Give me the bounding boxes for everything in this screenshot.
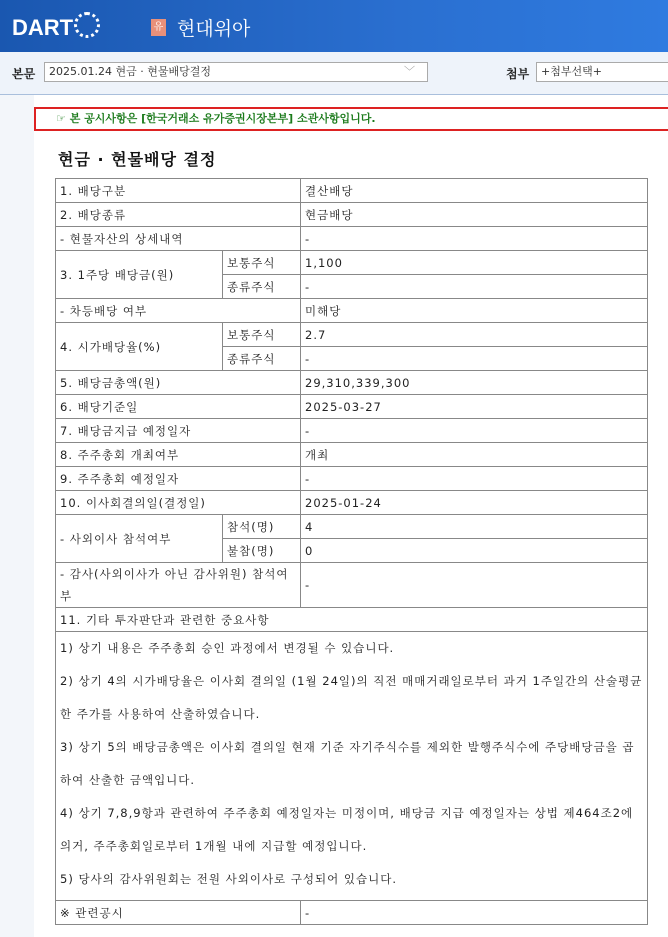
table-row (56, 467, 648, 491)
logo-emblem-icon (74, 12, 100, 38)
chevron-down-icon: ﹀ (404, 65, 415, 78)
table-row (56, 515, 648, 539)
note-item: 5) 당사의 감사위원회는 전원 사외이사로 구성되어 있습니다. (60, 872, 398, 886)
page-title: 현금 · 현물배당 결정 (58, 150, 217, 169)
row-value: - (301, 227, 648, 251)
sub-label: 참석(명) (223, 515, 301, 539)
body-select-value: 2025.01.24 현금 · 현물배당결정 (49, 65, 211, 78)
note-item: 3) 상기 5의 배당금총액은 이사회 결의일 현재 기준 자기주식수를 제외한 발행주식수에 주당배당금을 곱하여 산출한 금액입니다. (60, 740, 635, 787)
table-row (56, 371, 648, 395)
table-row (56, 323, 648, 347)
table-row (56, 203, 648, 227)
row-value: - (301, 275, 648, 299)
body-label: 본문 (12, 67, 36, 81)
attach-label: 첨부 (506, 67, 530, 81)
market-badge: 유 (151, 19, 166, 36)
table-row (56, 443, 648, 467)
attach-select[interactable]: +첨부선택+ (536, 62, 668, 82)
row-label: ※ 관련공시 (56, 901, 301, 925)
table-row (56, 632, 648, 901)
left-gutter (0, 95, 34, 937)
sub-label: 불참(명) (223, 539, 301, 563)
row-value: - (301, 419, 648, 443)
row-label: - 차등배당 여부 (56, 299, 301, 323)
row-label: 4. 시가배당율(%) (56, 323, 223, 371)
row-label: 2. 배당종류 (56, 203, 301, 227)
table-row (56, 608, 648, 632)
row-label: 7. 배당금지급 예정일자 (56, 419, 301, 443)
row-value: 1,100 (301, 251, 648, 275)
section-label: 11. 기타 투자판단과 관련한 중요사항 (56, 608, 648, 632)
note-item: 4) 상기 7,8,9항과 관련하여 주주총회 예정일자는 미정이며, 배당금 지급 예정일자는 상법 제464조2에 의거, 주주총회일로부터 1개월 내에 지급할 예정입니다. (60, 806, 634, 853)
table-row (56, 299, 648, 323)
row-label: - 사외이사 참석여부 (56, 515, 223, 563)
note-item: 1) 상기 내용은 주주총회 승인 과정에서 변경될 수 있습니다. (60, 641, 395, 655)
note-item: 2) 상기 4의 시가배당율은 이사회 결의일 (1월 24일)의 직전 매매거래일로부터 과거 1주일간의 산술평균한 주가를 사용하여 산출하였습니다. (60, 674, 643, 721)
table-row (56, 395, 648, 419)
row-label: 5. 배당금총액(원) (56, 371, 301, 395)
table-row (56, 563, 648, 608)
table-row (56, 901, 648, 925)
row-value: 4 (301, 515, 648, 539)
row-value: 미해당 (301, 299, 648, 323)
notes-cell (56, 632, 648, 901)
dart-logo[interactable] (12, 12, 100, 41)
row-value: 2025-01-24 (301, 491, 648, 515)
header (0, 0, 668, 52)
table-row (56, 491, 648, 515)
row-label: 6. 배당기준일 (56, 395, 301, 419)
table-row (56, 227, 648, 251)
row-label: - 현물자산의 상세내역 (56, 227, 301, 251)
company-name: 현대위아 (177, 18, 251, 40)
sub-label: 종류주식 (223, 275, 301, 299)
row-value: - (301, 901, 648, 925)
row-label: 9. 주주총회 예정일자 (56, 467, 301, 491)
sub-label: 보통주식 (223, 323, 301, 347)
notice-banner: ☞ 본 공시사항은 [한국거래소 유가증권시장본부] 소관사항입니다. (34, 107, 668, 131)
table-row (56, 179, 648, 203)
logo-text: DART (12, 15, 74, 40)
row-value: - (301, 467, 648, 491)
row-value: - (301, 347, 648, 371)
row-label: 10. 이사회결의일(결정일) (56, 491, 301, 515)
row-value: 현금배당 (301, 203, 648, 227)
row-value: 2025-03-27 (301, 395, 648, 419)
row-label: 1. 배당구분 (56, 179, 301, 203)
row-label: 8. 주주총회 개최여부 (56, 443, 301, 467)
row-value: - (301, 563, 648, 608)
row-value: 29,310,339,300 (301, 371, 648, 395)
row-label: 3. 1주당 배당금(원) (56, 251, 223, 299)
row-value: 2.7 (301, 323, 648, 347)
body-select[interactable] (44, 62, 428, 82)
table-row (56, 419, 648, 443)
row-value: 개최 (301, 443, 648, 467)
row-label: - 감사(사외이사가 아닌 감사위원) 참석여부 (56, 563, 301, 608)
row-value: 0 (301, 539, 648, 563)
sub-label: 보통주식 (223, 251, 301, 275)
sub-label: 종류주식 (223, 347, 301, 371)
row-value: 결산배당 (301, 179, 648, 203)
table-row (56, 251, 648, 275)
dividend-table (55, 178, 648, 925)
